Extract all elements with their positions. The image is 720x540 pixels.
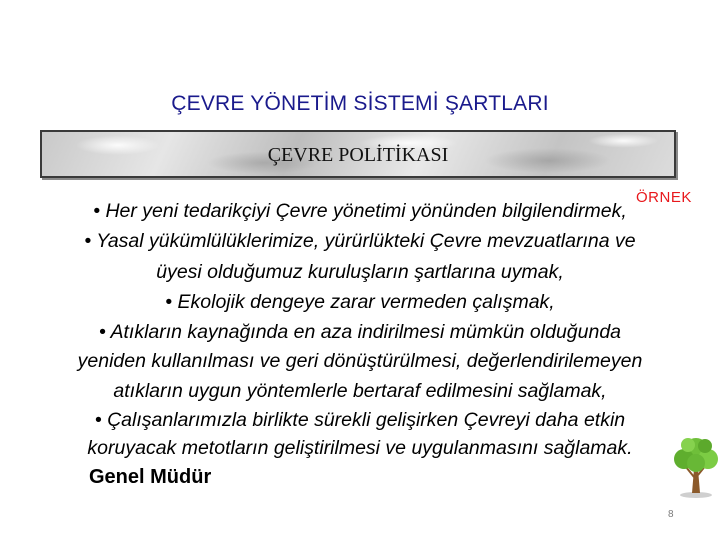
policy-banner bbox=[40, 130, 676, 178]
policy-line: yeniden kullanılması ve geri dönüştürülmesi, değerlendirilemeyen bbox=[77, 350, 643, 372]
policy-line: koruyacak metotların geliştirilmesi ve uygulanmasını sağlamak. bbox=[87, 437, 633, 459]
page-number: 8 bbox=[668, 509, 674, 520]
banner-title: ÇEVRE POLİTİKASI bbox=[267, 144, 449, 166]
policy-line: • Her yeni tedarikçiyi Çevre yönetimi yönünden bilgilendirmek, bbox=[93, 200, 627, 222]
policy-line: • Çalışanlarımızla birlikte sürekli gelişirken Çevreyi daha etkin bbox=[94, 409, 626, 431]
slide-title: ÇEVRE YÖNETİM SİSTEMİ ŞARTLARI bbox=[171, 92, 549, 115]
policy-line: atıkların uygun yöntemlerle bertaraf edilmesini sağlamak, bbox=[113, 380, 607, 402]
policy-line: • Ekolojik dengeye zarar vermeden çalışmak, bbox=[165, 291, 555, 313]
tree-icon bbox=[672, 433, 720, 499]
signature: Genel Müdür bbox=[89, 466, 212, 488]
policy-line: • Atıkların kaynağında en aza indirilmesi mümkün olduğunda bbox=[98, 321, 622, 343]
policy-line: • Yasal yükümlülüklerimize, yürürlükteki Çevre mevzuatlarına ve bbox=[84, 230, 636, 252]
example-label: ÖRNEK bbox=[636, 189, 692, 206]
policy-line: üyesi olduğumuz kuruluşların şartlarına uymak, bbox=[156, 261, 564, 283]
